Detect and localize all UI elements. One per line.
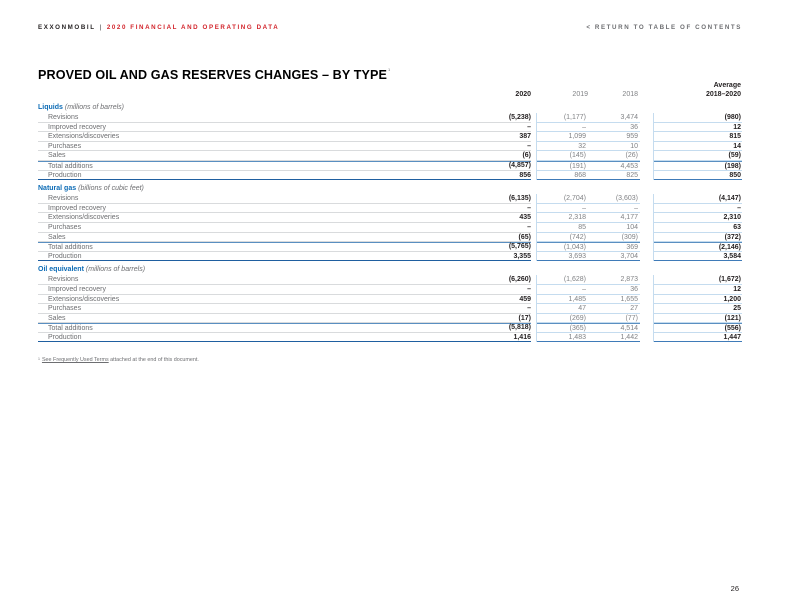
value-2019: (191) — [536, 161, 588, 171]
column-divider — [536, 113, 537, 123]
table-row — [38, 123, 742, 133]
value-average: (2,146) — [653, 242, 742, 252]
column-divider — [653, 295, 654, 305]
value-average: (4,147) — [653, 194, 742, 204]
row-label: Revisions — [38, 275, 531, 285]
section-heading — [38, 103, 742, 113]
column-header-2019: 2019 — [572, 91, 588, 98]
value-2019: 32 — [536, 142, 588, 152]
row-label: Improved recovery — [38, 285, 531, 295]
row-label: Sales — [38, 151, 531, 161]
value-average: 12 — [653, 123, 742, 133]
table-row — [38, 233, 742, 243]
column-divider — [653, 151, 654, 161]
brand-line — [38, 24, 279, 31]
page-title-text: PROVED OIL AND GAS RESERVES CHANGES – BY TYPE — [38, 68, 388, 82]
value-2019: – — [536, 123, 588, 133]
column-divider — [653, 161, 654, 171]
column-divider — [536, 223, 537, 233]
value-2020: 856 — [519, 171, 531, 179]
table-row — [38, 304, 742, 314]
value-2020: (6,260) — [508, 276, 531, 284]
value-2018: 2,873 — [588, 275, 640, 285]
column-divider — [536, 204, 537, 214]
value-average: (121) — [653, 314, 742, 324]
column-divider — [653, 194, 654, 204]
column-divider — [653, 223, 654, 233]
column-divider — [536, 275, 537, 285]
row-label: Sales — [38, 233, 531, 243]
column-divider — [536, 123, 537, 133]
page-title — [38, 68, 390, 82]
row-label: Production — [38, 333, 531, 343]
column-divider — [653, 252, 654, 262]
value-2020: – — [527, 204, 531, 212]
column-divider — [653, 285, 654, 295]
column-divider — [536, 161, 537, 171]
value-2019: 1,485 — [536, 295, 588, 305]
value-2019: 1,099 — [536, 132, 588, 142]
value-2018: 27 — [588, 304, 640, 314]
value-2020: 1,416 — [513, 333, 531, 341]
value-2020: 435 — [519, 214, 531, 222]
value-2019: (2,704) — [536, 194, 588, 204]
value-2019: 868 — [536, 171, 588, 181]
value-2018: 4,177 — [588, 213, 640, 223]
title-footnote-marker: 1 — [388, 67, 391, 72]
value-2020: (17) — [518, 314, 531, 322]
row-label: Purchases — [38, 304, 531, 314]
row-label: Extensions/discoveries — [38, 132, 531, 142]
footnote — [38, 357, 199, 363]
column-divider — [653, 132, 654, 142]
column-divider — [653, 213, 654, 223]
value-average: 63 — [653, 223, 742, 233]
brand-name: EXXONMOBIL — [38, 24, 96, 31]
value-2020: (5,765) — [508, 243, 531, 251]
row-label: Production — [38, 252, 531, 262]
row-label: Sales — [38, 314, 531, 324]
section-name: Oil equivalent — [38, 266, 84, 274]
table-row — [38, 213, 742, 223]
column-divider — [536, 252, 537, 262]
value-2020: (4,857) — [508, 161, 531, 169]
column-divider — [536, 171, 537, 181]
value-2018: 1,655 — [588, 295, 640, 305]
value-2018: 36 — [588, 285, 640, 295]
value-2019: (145) — [536, 151, 588, 161]
column-divider — [536, 304, 537, 314]
value-2020: (65) — [518, 233, 531, 241]
column-divider — [653, 242, 654, 252]
value-2018: (3,603) — [588, 194, 640, 204]
value-2019: 1,483 — [536, 333, 588, 343]
value-2019: (365) — [536, 323, 588, 333]
column-header-average-line1: Average — [713, 82, 741, 89]
column-divider — [653, 275, 654, 285]
table-row — [38, 275, 742, 285]
value-2020: – — [527, 223, 531, 231]
value-average: – — [653, 204, 742, 214]
value-2019: (1,043) — [536, 242, 588, 252]
footnote-marker: 1 — [38, 357, 40, 361]
column-divider — [536, 233, 537, 243]
table-row — [38, 151, 742, 161]
value-average: 850 — [653, 171, 742, 181]
value-2018: (26) — [588, 151, 640, 161]
value-2019: (269) — [536, 314, 588, 324]
column-divider — [653, 204, 654, 214]
value-2018: 10 — [588, 142, 640, 152]
column-divider — [536, 295, 537, 305]
row-label: Improved recovery — [38, 204, 531, 214]
value-2020: (5,238) — [508, 114, 531, 121]
value-2018: 104 — [588, 223, 640, 233]
row-label: Improved recovery — [38, 123, 531, 133]
row-label: Production — [38, 171, 531, 181]
value-2019: (1,177) — [536, 113, 588, 123]
value-average: 2,310 — [653, 213, 742, 223]
row-label: Revisions — [38, 194, 531, 204]
value-2020: – — [527, 142, 531, 150]
table-row — [38, 333, 742, 343]
column-divider — [536, 151, 537, 161]
value-average: 14 — [653, 142, 742, 152]
value-2019: 47 — [536, 304, 588, 314]
table-row — [38, 132, 742, 142]
table-row — [38, 242, 742, 252]
row-label: Purchases — [38, 142, 531, 152]
column-divider — [536, 323, 537, 333]
value-2020: 387 — [519, 133, 531, 141]
section-unit: (billions of cubic feet) — [78, 185, 144, 193]
column-divider — [536, 285, 537, 295]
value-2020: 3,355 — [513, 252, 531, 260]
document-subtitle: 2020 FINANCIAL AND OPERATING DATA — [106, 24, 280, 31]
value-average: 1,447 — [653, 333, 742, 343]
column-divider — [536, 132, 537, 142]
value-2018: (309) — [588, 233, 640, 243]
column-header-average-line2: 2018–2020 — [705, 91, 741, 98]
column-divider — [536, 314, 537, 324]
row-label: Purchases — [38, 223, 531, 233]
table-row — [38, 161, 742, 171]
value-2018: 4,514 — [588, 323, 640, 333]
value-2020: (5,818) — [508, 324, 531, 332]
column-divider — [536, 213, 537, 223]
brand-separator: | — [99, 24, 103, 31]
table-row — [38, 295, 742, 305]
table-row — [38, 142, 742, 152]
column-divider — [536, 242, 537, 252]
value-2018: 1,442 — [588, 333, 640, 343]
value-2018: 36 — [588, 123, 640, 133]
column-divider — [653, 323, 654, 333]
column-divider — [653, 171, 654, 181]
row-label: Total additions — [38, 161, 531, 171]
row-label: Total additions — [38, 323, 531, 333]
table-row — [38, 223, 742, 233]
column-divider — [653, 314, 654, 324]
column-divider — [653, 113, 654, 123]
column-divider — [653, 233, 654, 243]
column-divider — [536, 142, 537, 152]
value-2019: 2,318 — [536, 213, 588, 223]
page-header — [38, 24, 742, 36]
column-divider — [536, 333, 537, 343]
value-2018: 3,474 — [588, 113, 640, 123]
value-2018: 369 — [588, 242, 640, 252]
value-average: 815 — [653, 132, 742, 142]
section-name: Liquids — [38, 104, 63, 111]
value-average: (556) — [653, 323, 742, 333]
section-heading — [38, 184, 742, 194]
table-row — [38, 113, 742, 123]
value-average: (1,672) — [653, 275, 742, 285]
column-divider — [653, 123, 654, 133]
table-row — [38, 252, 742, 262]
value-2019: 3,693 — [536, 252, 588, 262]
value-2020: – — [527, 305, 531, 313]
reserves-table — [38, 103, 742, 342]
page-number: 26 — [730, 584, 739, 593]
value-2020: 459 — [519, 295, 531, 303]
value-average: (980) — [653, 113, 742, 123]
section-heading — [38, 265, 742, 275]
table-row — [38, 204, 742, 214]
value-2020: (6) — [522, 152, 531, 160]
value-2018: (77) — [588, 314, 640, 324]
value-2019: – — [536, 204, 588, 214]
column-header-2020: 2020 — [515, 91, 531, 98]
column-divider — [653, 304, 654, 314]
return-to-contents-link[interactable]: < RETURN TO TABLE OF CONTENTS — [586, 24, 742, 31]
value-2020: (6,135) — [508, 195, 531, 203]
column-divider — [536, 194, 537, 204]
table-row — [38, 285, 742, 295]
value-average: (59) — [653, 151, 742, 161]
value-2020: – — [527, 285, 531, 293]
section-name: Natural gas — [38, 185, 77, 193]
column-header-2018: 2018 — [622, 91, 638, 98]
value-average: 1,200 — [653, 295, 742, 305]
value-average: (198) — [653, 161, 742, 171]
value-2018: 825 — [588, 171, 640, 181]
table-row — [38, 323, 742, 333]
value-average: 12 — [653, 285, 742, 295]
section-unit: (millions of barrels) — [64, 104, 125, 111]
value-2019: (1,628) — [536, 275, 588, 285]
value-2019: – — [536, 285, 588, 295]
row-label: Extensions/discoveries — [38, 213, 531, 223]
value-2019: 85 — [536, 223, 588, 233]
value-average: 3,584 — [653, 252, 742, 262]
section-unit: (millions of barrels) — [85, 266, 146, 274]
column-divider — [653, 333, 654, 343]
value-average: (372) — [653, 233, 742, 243]
value-average: 25 — [653, 304, 742, 314]
value-2018: 3,704 — [588, 252, 640, 262]
column-divider — [653, 142, 654, 152]
value-2019: (742) — [536, 233, 588, 243]
table-row — [38, 314, 742, 324]
row-label: Total additions — [38, 242, 531, 252]
value-2020: – — [527, 123, 531, 131]
table-row — [38, 194, 742, 204]
value-2018: 4,453 — [588, 161, 640, 171]
table-row — [38, 171, 742, 181]
row-label: Extensions/discoveries — [38, 295, 531, 305]
frequently-used-terms-link[interactable]: See Frequently Used Terms — [41, 357, 109, 363]
value-2018: 959 — [588, 132, 640, 142]
value-2018: – — [588, 204, 640, 214]
footnote-text: attached at the end of this document. — [108, 357, 199, 363]
row-label: Revisions — [38, 113, 531, 123]
